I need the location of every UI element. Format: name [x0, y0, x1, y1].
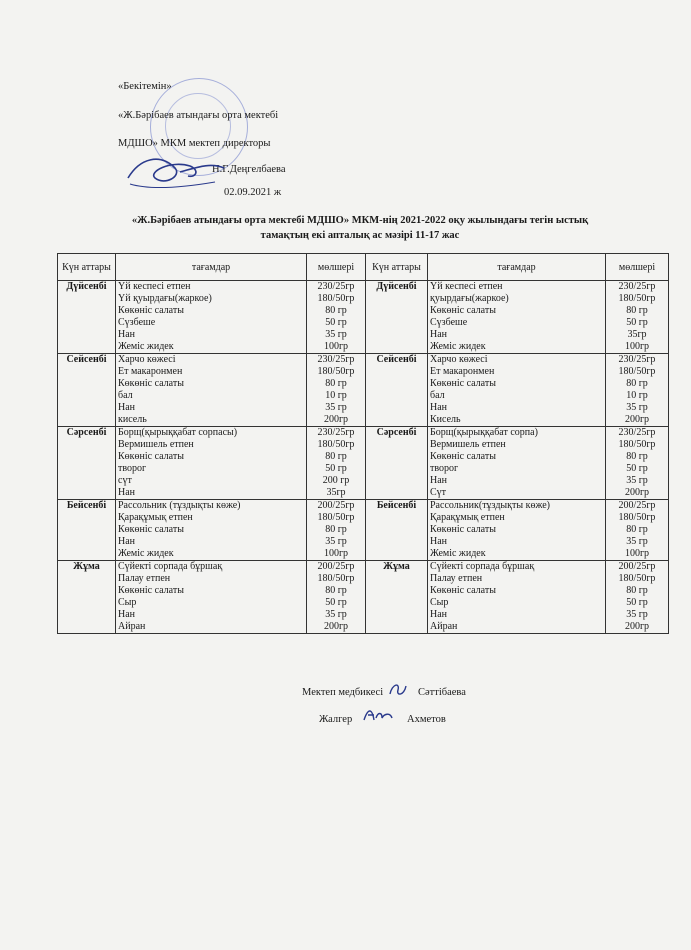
- amount-list-right-item: 10 гр: [626, 390, 648, 401]
- day-cell-right: Дүйсенбі: [366, 281, 428, 354]
- amount-list-left-item: 200 гр: [322, 475, 350, 486]
- dish-list-right-item: Айран: [430, 621, 458, 632]
- dish-list-left: [116, 281, 307, 354]
- table-row: [58, 354, 669, 427]
- dish-list-left-item: Айран: [118, 621, 146, 632]
- dish-list-left-item: сүт: [118, 475, 132, 486]
- dish-list-right-item: Вермишель етпен: [430, 439, 506, 450]
- amount-list-left: [307, 500, 366, 561]
- amount-list-right-item: 200гр: [624, 621, 650, 632]
- amount-list-left-item: 230/25гр: [317, 354, 355, 365]
- amount-list-right: [606, 500, 669, 561]
- amount-list-right-item: 35 гр: [626, 609, 648, 620]
- day-cell-left: Сейсенбі: [58, 354, 116, 427]
- dish-list-right-item: қуырдағы(жаркое): [430, 293, 509, 304]
- amount-list-right: [606, 561, 669, 634]
- amount-list-right-item: 180/50гр: [618, 293, 656, 304]
- amount-list-right-item: 100гр: [624, 341, 650, 352]
- amount-list-right-item: 50 гр: [626, 463, 648, 474]
- amount-list-right-item: 180/50гр: [618, 573, 656, 584]
- amount-list-right-item: 35 гр: [626, 475, 648, 486]
- amount-list-left-item: 35 гр: [325, 536, 347, 547]
- dish-list-right-item: Сыр: [430, 597, 449, 608]
- amount-list-left-item: 230/25гр: [317, 281, 355, 292]
- amount-list-left-item: 35гр: [326, 487, 346, 498]
- menu-title-line-1: «Ж.Бәрібаев атындағы орта мектебі МДШО» МКМ-нің 2021-2022 оқу жылындағы тегін ыстық: [131, 215, 589, 226]
- dish-list-right-item: Нан: [430, 536, 448, 547]
- amount-list-right-item: 180/50гр: [618, 512, 656, 523]
- dish-list-left-item: Көкөніс салаты: [118, 378, 184, 389]
- amount-list-left: [307, 281, 366, 354]
- amount-list-left-item: 80 гр: [325, 378, 347, 389]
- dish-list-right-item: Сүйекті сорпада бұршақ: [430, 561, 535, 572]
- dish-list-left-item: Нан: [118, 487, 136, 498]
- amount-list-left-item: 100гр: [323, 548, 349, 559]
- amount-list-right-item: 35 гр: [626, 536, 648, 547]
- amount-list-right-item: 80 гр: [626, 451, 648, 462]
- table-row: [58, 561, 669, 634]
- nurse-name: Сәттібаева: [418, 687, 466, 698]
- amount-list-left-item: 180/50гр: [317, 512, 355, 523]
- dish-list-right: [428, 354, 606, 427]
- dish-list-left-item: Нан: [118, 402, 136, 413]
- amount-list-left-item: 200гр: [323, 414, 349, 425]
- supplier-name: Ахметов: [407, 714, 446, 725]
- amount-list-left-item: 50 гр: [325, 597, 347, 608]
- dish-list-right-item: Харчо көжесі: [430, 354, 488, 365]
- amount-list-left-item: 230/25гр: [317, 427, 355, 438]
- dish-list-right-item: бал: [430, 390, 445, 401]
- amount-list-left-item: 80 гр: [325, 585, 347, 596]
- header-day-left: Күн аттары: [58, 254, 116, 281]
- amount-list-right-item: 200гр: [624, 414, 650, 425]
- day-cell-right: Сейсенбі: [366, 354, 428, 427]
- dish-list-left-item: Қарақұмық етпен: [118, 512, 193, 523]
- dish-list-right-item: Үй кеспесі етпен: [430, 281, 503, 292]
- day-cell-right: Жұма: [366, 561, 428, 634]
- supplier-label: Жалгер: [319, 714, 353, 725]
- dish-list-right-item: Борщ(қырыққабат сорпа): [430, 427, 538, 438]
- amount-list-right-item: 200гр: [624, 487, 650, 498]
- dish-list-right-item: Көкөніс салаты: [430, 305, 496, 316]
- day-cell-left: Сәрсенбі: [58, 427, 116, 500]
- dish-list-right-item: Нан: [430, 609, 448, 620]
- dish-list-right-item: творог: [430, 463, 459, 474]
- table-row: [58, 281, 669, 354]
- director-signature: [120, 148, 230, 193]
- amount-list-left-item: 200/25гр: [317, 561, 355, 572]
- amount-list-right-item: 230/25гр: [618, 427, 656, 438]
- amount-list-right-item: 180/50гр: [618, 366, 656, 377]
- dish-list-left-item: Нан: [118, 329, 136, 340]
- dish-list-right-item: Кисель: [430, 414, 461, 425]
- amount-list-left-item: 35 гр: [325, 402, 347, 413]
- dish-list-right-item: Нан: [430, 475, 448, 486]
- approval-heading: «Бекітемін»: [118, 81, 172, 92]
- approval-date: 02.09.2021 ж: [224, 187, 282, 198]
- menu-table: [57, 253, 669, 634]
- approval-school: «Ж.Бәрібаев атындағы орта мектебі: [118, 110, 279, 121]
- dish-list-left-item: Харчо көжесі: [118, 354, 176, 365]
- day-cell-right: Бейсенбі: [366, 500, 428, 561]
- amount-list-left-item: 200/25гр: [317, 500, 355, 511]
- amount-list-right-item: 35 гр: [626, 402, 648, 413]
- amount-list-left-item: 80 гр: [325, 451, 347, 462]
- amount-list-right: [606, 427, 669, 500]
- amount-list-right-item: 50 гр: [626, 597, 648, 608]
- amount-list-left: [307, 561, 366, 634]
- dish-list-right: [428, 500, 606, 561]
- day-cell-left: Бейсенбі: [58, 500, 116, 561]
- director-name: Н.Г.Деңгелбаева: [212, 164, 286, 175]
- amount-list-right-item: 100гр: [624, 548, 650, 559]
- dish-list-left-item: бал: [118, 390, 133, 401]
- dish-list-left-item: Сүйекті сорпада бұршақ: [118, 561, 223, 572]
- dish-list-right-item: Палау етпен: [430, 573, 483, 584]
- amount-list-left-item: 180/50гр: [317, 573, 355, 584]
- day-cell-left: Дүйсенбі: [58, 281, 116, 354]
- nurse-label: Мектеп медбикесі: [302, 687, 384, 698]
- amount-list-right-item: 50 гр: [626, 317, 648, 328]
- dish-list-left: [116, 354, 307, 427]
- dish-list-right-item: Рассольник(тұздықты көже): [430, 500, 550, 511]
- amount-list-right-item: 180/50гр: [618, 439, 656, 450]
- amount-list-left: [307, 354, 366, 427]
- amount-list-left-item: 50 гр: [325, 463, 347, 474]
- dish-list-left-item: Борщ(қырыққабат сорпасы): [118, 427, 238, 438]
- amount-list-left-item: 35 гр: [325, 609, 347, 620]
- table-row: [58, 500, 669, 561]
- dish-list-left-item: Үй қуырдағы(жаркое): [118, 293, 212, 304]
- amount-list-right-item: 80 гр: [626, 524, 648, 535]
- dish-list-right-item: Жеміс жидек: [430, 341, 486, 352]
- amount-list-left-item: 180/50гр: [317, 439, 355, 450]
- amount-list-right: [606, 354, 669, 427]
- dish-list-left-item: Үй кеспесі етпен: [118, 281, 191, 292]
- amount-list-left-item: 80 гр: [325, 524, 347, 535]
- header-day-right: Күн аттары: [366, 254, 428, 281]
- dish-list-left-item: Көкөніс салаты: [118, 524, 184, 535]
- dish-list-right: [428, 561, 606, 634]
- dish-list-right: [428, 281, 606, 354]
- header-amount-left: мөлшері: [307, 254, 366, 281]
- dish-list-left-item: кисель: [118, 414, 147, 425]
- amount-list-right-item: 230/25гр: [618, 354, 656, 365]
- amount-list-left: [307, 427, 366, 500]
- supplier-signature: [360, 704, 396, 726]
- amount-list-left-item: 100гр: [323, 341, 349, 352]
- dish-list-left-item: Көкөніс салаты: [118, 451, 184, 462]
- dish-list-left: [116, 500, 307, 561]
- dish-list-right-item: Көкөніс салаты: [430, 524, 496, 535]
- menu-title-line-2: тамақтың екі апталық ас мәзірі 11-17 жас: [260, 230, 460, 241]
- dish-list-right-item: Сүт: [430, 487, 447, 498]
- header-dishes-left: тағамдар: [116, 254, 307, 281]
- amount-list-right-item: 200/25гр: [618, 500, 656, 511]
- amount-list-right-item: 80 гр: [626, 305, 648, 316]
- dish-list-left-item: Вермишель етпен: [118, 439, 194, 450]
- amount-list-right-item: 80 гр: [626, 585, 648, 596]
- amount-list-left-item: 200гр: [323, 621, 349, 632]
- amount-list-right-item: 200/25гр: [618, 561, 656, 572]
- dish-list-right-item: Көкөніс салаты: [430, 585, 496, 596]
- dish-list-left-item: Рассольник (тұздықты көже): [118, 500, 241, 511]
- table-header-row: [58, 254, 669, 281]
- amount-list-right: [606, 281, 669, 354]
- dish-list-right-item: Көкөніс салаты: [430, 378, 496, 389]
- dish-list-right-item: Сүзбеше: [430, 317, 468, 328]
- dish-list-left-item: Жеміс жидек: [118, 548, 174, 559]
- amount-list-left-item: 50 гр: [325, 317, 347, 328]
- dish-list-left-item: Сыр: [118, 597, 137, 608]
- dish-list-left-item: Көкөніс салаты: [118, 305, 184, 316]
- dish-list-left: [116, 427, 307, 500]
- amount-list-left-item: 35 гр: [325, 329, 347, 340]
- amount-list-left-item: 10 гр: [325, 390, 347, 401]
- day-cell-left: Жұма: [58, 561, 116, 634]
- nurse-signature: [386, 680, 412, 700]
- dish-list-right-item: Жеміс жидек: [430, 548, 486, 559]
- dish-list-left-item: Палау етпен: [118, 573, 171, 584]
- dish-list-left-item: Нан: [118, 536, 136, 547]
- dish-list-left-item: Ет макаронмен: [118, 366, 183, 377]
- header-dishes-right: тағамдар: [428, 254, 606, 281]
- dish-list-right-item: Ет макаронмен: [430, 366, 495, 377]
- amount-list-left-item: 80 гр: [325, 305, 347, 316]
- header-amount-right: мөлшері: [606, 254, 669, 281]
- table-row: [58, 427, 669, 500]
- amount-list-right-item: 230/25гр: [618, 281, 656, 292]
- dish-list-left-item: Нан: [118, 609, 136, 620]
- day-cell-right: Сәрсенбі: [366, 427, 428, 500]
- dish-list-right-item: Қарақұмық етпен: [430, 512, 505, 523]
- amount-list-right-item: 80 гр: [626, 378, 648, 389]
- dish-list-left-item: Көкөніс салаты: [118, 585, 184, 596]
- dish-list-left-item: Сүзбеше: [118, 317, 156, 328]
- amount-list-right-item: 35гр: [627, 329, 647, 340]
- amount-list-left-item: 180/50гр: [317, 293, 355, 304]
- dish-list-right-item: Нан: [430, 402, 448, 413]
- dish-list-left: [116, 561, 307, 634]
- dish-list-right: [428, 427, 606, 500]
- dish-list-left-item: творог: [118, 463, 147, 474]
- amount-list-left-item: 180/50гр: [317, 366, 355, 377]
- approval-org: МДШО» МКМ мектеп директоры: [118, 138, 271, 149]
- dish-list-left-item: Жеміс жидек: [118, 341, 174, 352]
- dish-list-right-item: Нан: [430, 329, 448, 340]
- dish-list-right-item: Көкөніс салаты: [430, 451, 496, 462]
